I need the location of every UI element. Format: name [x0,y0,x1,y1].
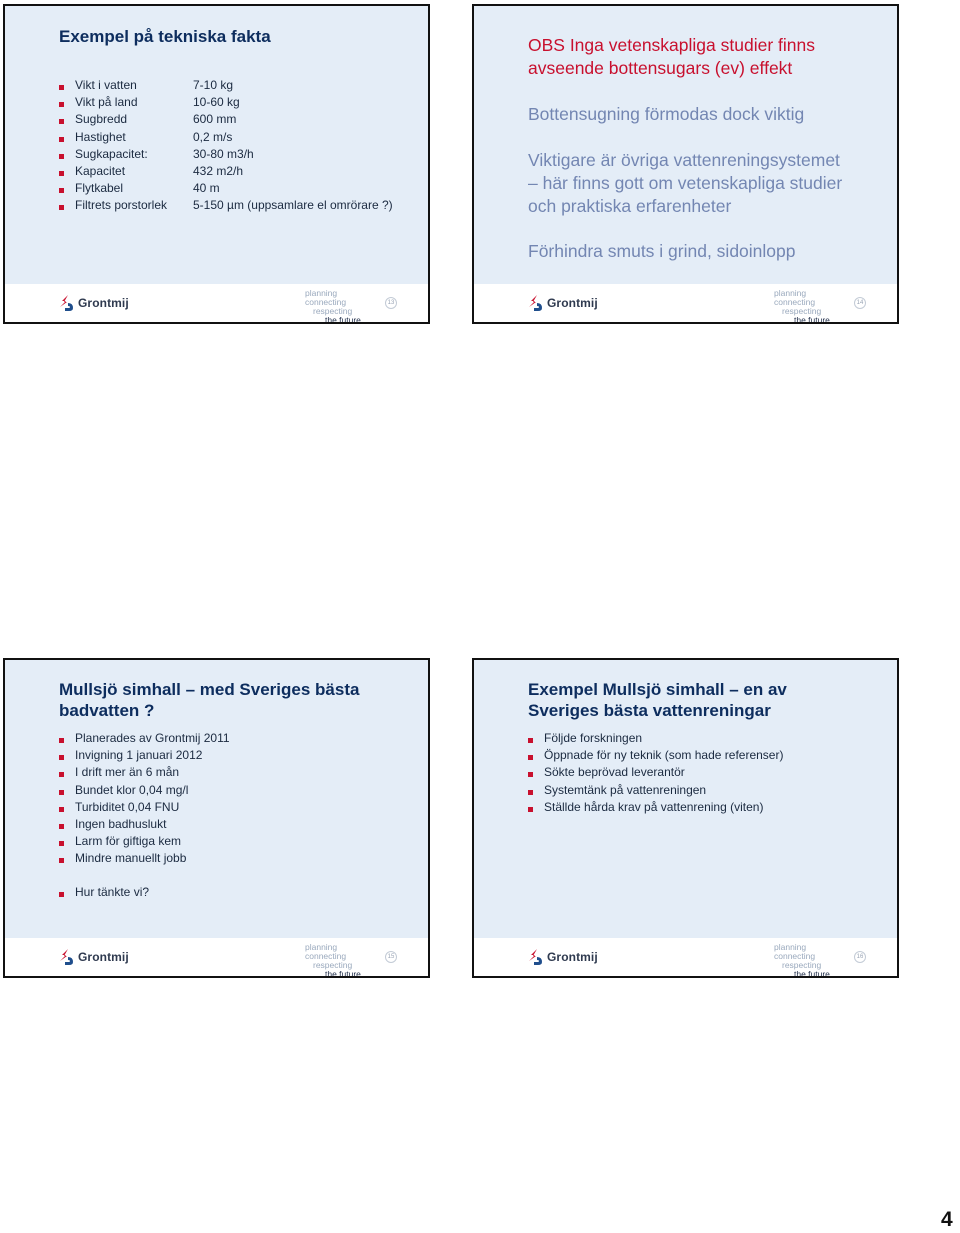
slide-footer [5,938,428,976]
logo-text: Grontmij [547,296,598,310]
list-item: Hur tänkte vi? [59,884,149,901]
slide-footer [474,938,897,976]
logo-text: Grontmij [78,950,129,964]
list-item: Följde forskningen [528,730,783,747]
slide-title: Mullsjö simhall – med Sveriges bästa badvatten ? [59,680,360,720]
grontmij-logo-icon [59,948,75,966]
paragraph: Viktigare är övriga vattenreningsystemet – här finns gott om vetenskapliga studier och praktiska erfarenheter [528,150,843,216]
list-item: Hastighet 0,2 m/s [59,129,393,146]
list-item: Kapacitet 432 m2/h [59,163,393,180]
slide-number: 13 [385,297,397,309]
slide-content [5,6,428,284]
warning-text: OBS Inga vetenskapliga studier finns avseende bottensugars (ev) effekt [528,35,815,78]
list-item: Larm för giftiga kem [59,833,230,850]
slide-number: 14 [854,297,866,309]
slide-15 [3,658,430,978]
list-item: I drift mer än 6 mån [59,764,230,781]
slide-title: Exempel Mullsjö simhall – en av Sveriges bästa vattenreningar [528,680,787,720]
list-item: Mindre manuellt jobb [59,850,230,867]
slide-content [474,660,897,938]
tagline: planning connecting respecting the future [305,288,361,324]
list-item: Sugbredd 600 mm [59,111,393,128]
grontmij-logo [528,294,598,312]
slide-content [5,660,428,938]
list-item: Bundet klor 0,04 mg/l [59,782,230,799]
list-item: Systemtänk på vattenreningen [528,782,783,799]
list-item: Invigning 1 januari 2012 [59,747,230,764]
list-item: Ställde hårda krav på vattenrening (viten) [528,799,783,816]
paragraph: Förhindra smuts i grind, sidoinlopp [528,241,796,261]
grontmij-logo [528,948,598,966]
grontmij-logo-icon [528,948,544,966]
list-item: Flytkabel 40 m [59,180,393,197]
question-list [59,884,149,901]
logo-text: Grontmij [547,950,598,964]
tagline: planning connecting respecting the future [774,942,830,978]
list-item: Ingen badhuslukt [59,816,230,833]
slide-footer [5,284,428,322]
facts-list [59,730,230,868]
list-item: Vikt i vatten 7-10 kg [59,77,393,94]
tagline: planning connecting respecting the future [774,288,830,324]
slide-content [474,6,897,284]
list-item: Öppnade för ny teknik (som hade referenser) [528,747,783,764]
list-item: Sökte beprövad leverantör [528,764,783,781]
logo-text: Grontmij [78,296,129,310]
slide-number: 15 [385,951,397,963]
tech-facts-list [59,77,393,215]
slide-13 [3,4,430,324]
page-number: 4 [941,1208,953,1231]
paragraph: Bottensugning förmodas dock viktig [528,104,805,124]
slide-16 [472,658,899,978]
slide-number: 16 [854,951,866,963]
grontmij-logo-icon [59,294,75,312]
grontmij-logo [59,294,129,312]
list-item: Sugkapacitet: 30-80 m3/h [59,146,393,163]
grontmij-logo [59,948,129,966]
list-item: Planerades av Grontmij 2011 [59,730,230,747]
list-item: Filtrets porstorlek 5-150 µm (uppsamlare el omrörare ?) [59,197,393,214]
slide-title: Exempel på tekniska fakta [59,27,271,46]
list-item: Vikt på land 10-60 kg [59,94,393,111]
tagline: planning connecting respecting the future [305,942,361,978]
slide-footer [474,284,897,322]
approach-list [528,730,783,816]
grontmij-logo-icon [528,294,544,312]
list-item: Turbiditet 0,04 FNU [59,799,230,816]
slide-14 [472,4,899,324]
